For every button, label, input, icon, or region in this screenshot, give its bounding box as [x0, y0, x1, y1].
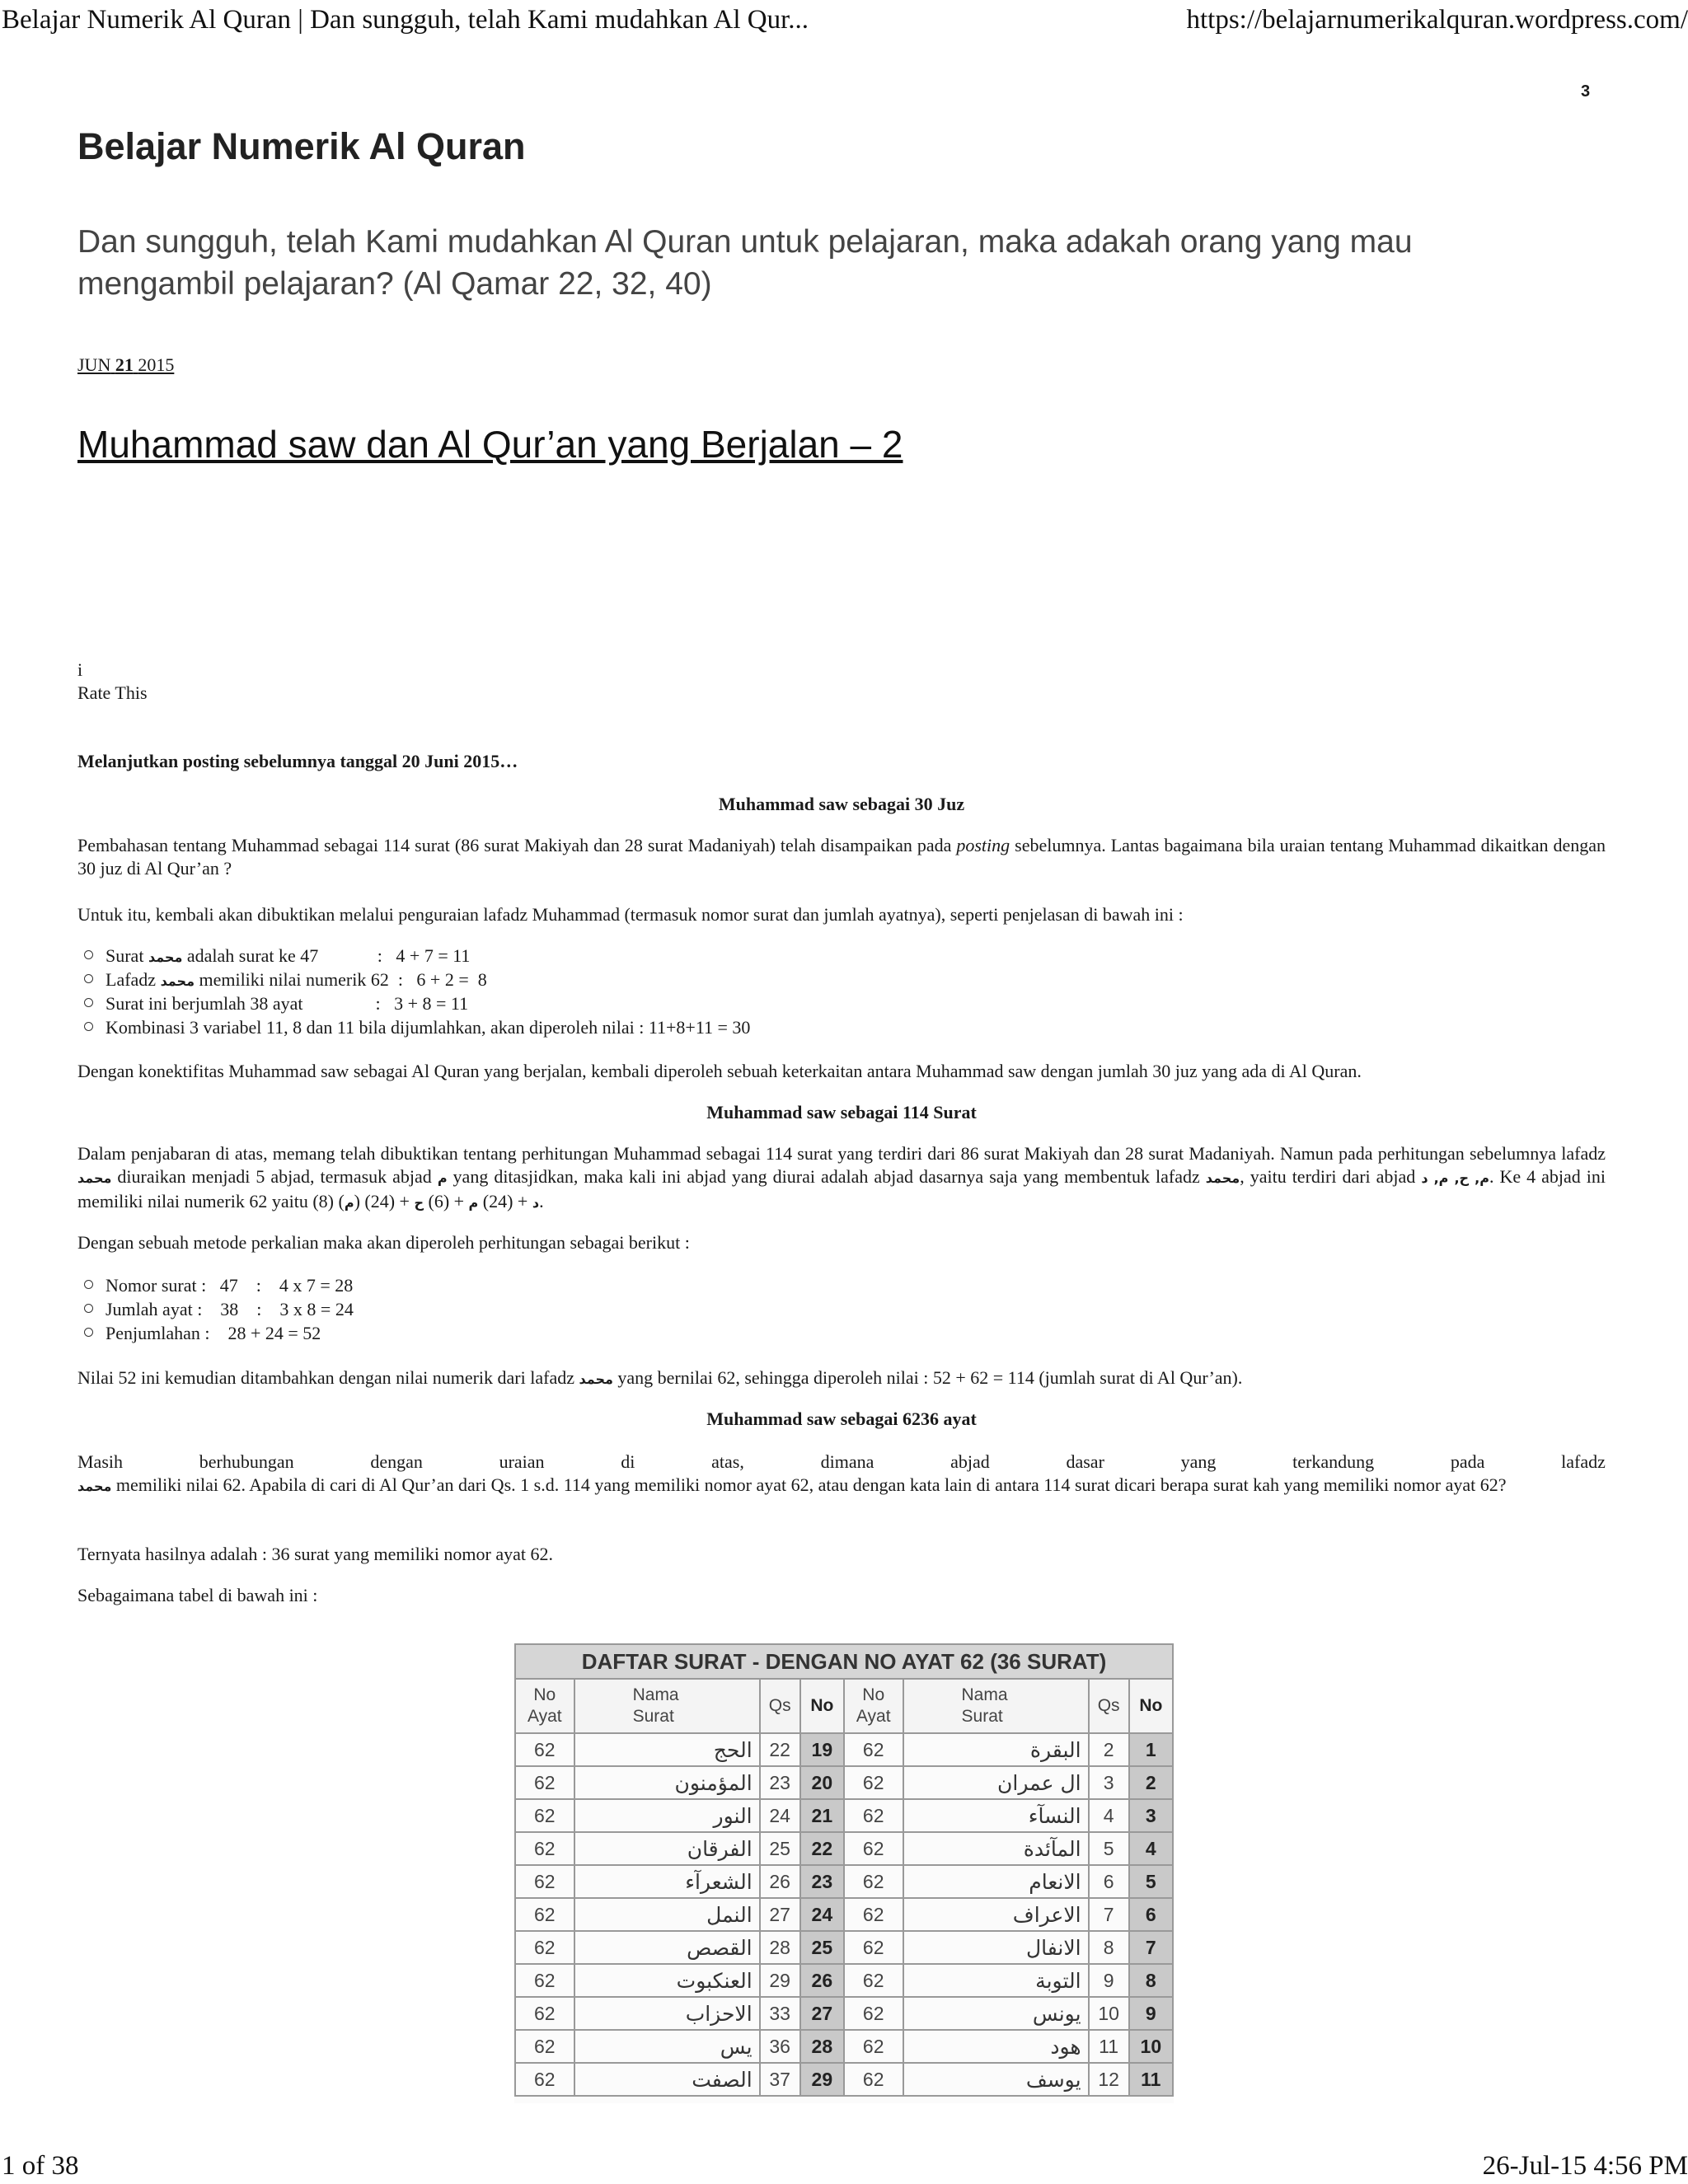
post-title[interactable]: Muhammad saw dan Al Qur’an yang Berjalan – 2 — [77, 423, 903, 466]
table-cell: 62 — [844, 1865, 903, 1898]
table-cell: 62 — [844, 1964, 903, 1997]
table-cell: 37 — [760, 2063, 800, 2096]
rating-icon[interactable]: i — [77, 659, 83, 680]
table-row — [515, 1964, 1173, 1997]
intro-text: Melanjutkan posting sebelumnya tanggal 20 Juni 2015… — [77, 751, 518, 771]
p1-text-a: Pembahasan tentang Muhammad sebagai 114 surat (86 surat Makiyah dan 28 surat Madaniyah) telah disampaikan pada — [77, 835, 957, 855]
table-cell: 10 — [1089, 1997, 1129, 2030]
col-header-no-ayat: No Ayat — [515, 1679, 574, 1733]
table-cell: النسآء — [903, 1799, 1089, 1832]
section-heading-114-surat: Muhammad saw sebagai 114 Surat — [706, 1102, 977, 1122]
post-date-month: JUN — [77, 354, 111, 375]
table-cell: 24 — [760, 1799, 800, 1832]
table-row — [515, 1898, 1173, 1931]
table-cell: 19 — [800, 1733, 844, 1766]
table-cell: 26 — [800, 1964, 844, 1997]
table-cell: 62 — [844, 1799, 903, 1832]
table-cell: 6 — [1089, 1865, 1129, 1898]
surat-table — [514, 1643, 1174, 2097]
site-title[interactable]: Belajar Numerik Al Quran — [77, 125, 526, 167]
table-cell: 33 — [760, 1997, 800, 2030]
arabic-muhammad: محمد — [77, 1170, 112, 1186]
post-date-day: 21 — [115, 354, 134, 375]
list-item: Nomor surat : 47 : 4 x 7 = 28 — [77, 1274, 1606, 1298]
table-cell: الاحزاب — [574, 1997, 760, 2030]
table-cell: المآئدة — [903, 1832, 1089, 1865]
table-cell: 5 — [1089, 1832, 1129, 1865]
paragraph-7-rest: محمد memiliki nilai 62. Apabila di cari di Al Qur’an dari Qs. 1 s.d. 114 yang memiliki nomor ayat 62, atau dengan kata lain di antara 114 surat dicari berapa surat kah yang memiliki nomor ayat 62? — [77, 1474, 1507, 1495]
table-cell: 12 — [1089, 2063, 1129, 2096]
table-row — [515, 2063, 1173, 2096]
table-cell: الاعراف — [903, 1898, 1089, 1931]
table-cell: 23 — [800, 1865, 844, 1898]
table-cell: 62 — [844, 1898, 903, 1931]
table-cell: النور — [574, 1799, 760, 1832]
table-cell: 62 — [515, 1931, 574, 1964]
col-header-no-ayat: No Ayat — [844, 1679, 903, 1733]
table-cell: 62 — [844, 2030, 903, 2063]
table-cell: 20 — [800, 1766, 844, 1799]
table-cell: يوسف — [903, 2063, 1089, 2096]
table-cell: 62 — [515, 2030, 574, 2063]
list-item: Lafadz محمد memiliki nilai numerik 62 : 6 + 2 = 8 — [77, 968, 1606, 992]
table-cell: 23 — [760, 1766, 800, 1799]
table-cell: 24 — [800, 1898, 844, 1931]
paragraph-6: Nilai 52 ini kemudian ditambahkan dengan nilai numerik dari lafadz محمد yang bernilai 62, sehingga diperoleh nilai : 52 + 62 = 114 (jumlah surat di Al Qur’an). — [77, 1367, 1243, 1388]
table-cell: الصفت — [574, 2063, 760, 2096]
table-cell: 28 — [760, 1931, 800, 1964]
table-cell: 62 — [844, 1832, 903, 1865]
table-cell: التوبة — [903, 1964, 1089, 1997]
arabic-muhammad: محمد — [160, 973, 195, 989]
table-cell: 29 — [760, 1964, 800, 1997]
table-cell: الانفال — [903, 1931, 1089, 1964]
table-cell: 27 — [800, 1997, 844, 2030]
table-cell: الشعرآء — [574, 1865, 760, 1898]
table-cell: 3 — [1129, 1799, 1173, 1832]
list-item: Kombinasi 3 variabel 11, 8 dan 11 bila dijumlahkan, akan diperoleh nilai : 11+8+11 = 30 — [77, 1016, 1606, 1040]
p1-emphasis: posting — [956, 835, 1010, 855]
table-row — [515, 1865, 1173, 1898]
arabic-muhammad: محمد — [148, 949, 183, 965]
table-cell: 5 — [1129, 1865, 1173, 1898]
col-header-nama-surat: Nama Surat — [903, 1679, 1089, 1733]
arabic-muhammad: محمد — [77, 1479, 112, 1494]
arabic-muhammad: محمد — [1205, 1170, 1240, 1186]
table-cell: 22 — [760, 1733, 800, 1766]
table-cell: 62 — [515, 1766, 574, 1799]
print-header-url[interactable]: https://belajarnumerikalquran.wordpress.com/ — [1186, 5, 1688, 35]
table-row — [515, 1931, 1173, 1964]
table-cell: 62 — [844, 1766, 903, 1799]
table-cell: 9 — [1089, 1964, 1129, 1997]
table-cell: الفرقان — [574, 1832, 760, 1865]
table-cell: يونس — [903, 1997, 1089, 2030]
table-cell: 22 — [800, 1832, 844, 1865]
table-cell: 25 — [800, 1931, 844, 1964]
table-header-row — [515, 1679, 1173, 1733]
table-row — [515, 1997, 1173, 2030]
table-cell: 11 — [1129, 2063, 1173, 2096]
surat-table-image — [514, 1643, 1174, 2103]
print-footer-page: 1 of 38 — [2, 2151, 79, 2181]
table-row — [515, 1799, 1173, 1832]
post-date[interactable] — [77, 354, 174, 376]
table-cell: 3 — [1089, 1766, 1129, 1799]
list-item: Surat ini berjumlah 38 ayat : 3 + 8 = 11 — [77, 992, 1606, 1016]
arabic-muhammad: محمد — [579, 1371, 613, 1387]
table-cell: 4 — [1089, 1799, 1129, 1832]
table-cell: 62 — [515, 1832, 574, 1865]
col-header-nama-surat: Nama Surat — [574, 1679, 760, 1733]
table-cell: 11 — [1089, 2030, 1129, 2063]
table-cell: 62 — [844, 1733, 903, 1766]
table-cell: 2 — [1129, 1766, 1173, 1799]
table-cell: 21 — [800, 1799, 844, 1832]
col-header-no: No — [800, 1679, 844, 1733]
table-cell: الحج — [574, 1733, 760, 1766]
table-row — [515, 1832, 1173, 1865]
table-cell: 62 — [844, 2063, 903, 2096]
list-114-surat — [77, 1274, 1606, 1346]
table-row — [515, 1766, 1173, 1799]
table-cell: 7 — [1089, 1898, 1129, 1931]
table-cell: 62 — [515, 1964, 574, 1997]
table-cell: 26 — [760, 1865, 800, 1898]
table-cell: 29 — [800, 2063, 844, 2096]
table-cell: الانعام — [903, 1865, 1089, 1898]
list-item: Surat محمد adalah surat ke 47 : 4 + 7 = 11 — [77, 944, 1606, 968]
table-cell: المؤمنون — [574, 1766, 760, 1799]
table-cell: هود — [903, 2030, 1089, 2063]
table-cell: 25 — [760, 1832, 800, 1865]
table-cell: 8 — [1129, 1964, 1173, 1997]
list-item: Jumlah ayat : 38 : 3 x 8 = 24 — [77, 1298, 1606, 1322]
paragraph-1 — [77, 834, 1606, 880]
table-cell: النمل — [574, 1898, 760, 1931]
print-footer-datetime: 26-Jul-15 4:56 PM — [1482, 2151, 1688, 2181]
print-header-title: Belajar Numerik Al Quran | Dan sungguh, telah Kami mudahkan Al Qur... — [2, 5, 809, 35]
table-cell: 27 — [760, 1898, 800, 1931]
table-cell: 7 — [1129, 1931, 1173, 1964]
paragraph-4: Dalam penjabaran di atas, memang telah dibuktikan tentang perhitungan Muhammad sebagai 114 surat yang terdiri dari 86 surat Makiyah dan 28 surat Madaniyah. Namun pada perhitungan sebelumnya lafadz محمد diuraikan menjadi 5 abjad, termasuk abjad م yang ditasjidkan, maka kali ini abjad yang diurai adalah abjad dasarnya saja yang membentuk lafadz محمد, yaitu terdiri dari abjad م, ح, م, د. Ke 4 abjad ini memiliki nilai numerik 62 yaitu (8) د + (24) م + (6) ح + (24) (م). — [77, 1143, 1606, 1212]
table-row — [515, 1733, 1173, 1766]
post-date-year: 2015 — [138, 354, 175, 375]
table-cell: 62 — [844, 1997, 903, 2030]
table-row — [515, 2030, 1173, 2063]
section-heading-6236-ayat: Muhammad saw sebagai 6236 ayat — [706, 1408, 977, 1429]
site-tagline: Dan sungguh, telah Kami mudahkan Al Quran untuk pelajaran, maka adakah orang yang mau mengambil pelajaran? (Al Qamar 22, 32, 40) — [77, 224, 1413, 302]
table-cell: 1 — [1129, 1733, 1173, 1766]
table-cell: 62 — [844, 1931, 903, 1964]
table-cell: 62 — [515, 1865, 574, 1898]
paragraph-2: Untuk itu, kembali akan dibuktikan melalui penguraian lafadz Muhammad (termasuk nomor surat dan jumlah ayatnya), seperti penjelasan di bawah ini : — [77, 904, 1184, 925]
table-cell: 6 — [1129, 1898, 1173, 1931]
paragraph-3: Dengan konektifitas Muhammad saw sebagai Al Quran yang berjalan, kembali diperoleh sebuah keterkaitan antara Muhammad saw dengan jumlah 30 juz yang ada di Al Quran. — [77, 1061, 1362, 1081]
paragraph-5: Dengan sebuah metode perkalian maka akan diperoleh perhitungan sebagai berikut : — [77, 1232, 690, 1253]
table-cell: البقرة — [903, 1733, 1089, 1766]
table-cell: القصص — [574, 1931, 760, 1964]
p1-text-b: sebelumnya. Lantas bagaimana bila uraian tentang Muhammad dikaitkan dengan 30 juz di Al Qur’an ? — [77, 835, 1606, 879]
table-cell: العنكبوت — [574, 1964, 760, 1997]
table-cell: 62 — [515, 1799, 574, 1832]
table-cell: ال عمران — [903, 1766, 1089, 1799]
col-header-qs: Qs — [760, 1679, 800, 1733]
table-cell: 62 — [515, 2063, 574, 2096]
paragraph-8: Ternyata hasilnya adalah : 36 surat yang memiliki nomor ayat 62. — [77, 1544, 554, 1564]
paragraph-9: Sebagaimana tabel di bawah ini : — [77, 1585, 318, 1605]
rate-this-link[interactable]: Rate This — [77, 682, 148, 703]
table-cell: 8 — [1089, 1931, 1129, 1964]
table-cell: 62 — [515, 1997, 574, 2030]
table-cell: 62 — [515, 1898, 574, 1931]
col-header-qs: Qs — [1089, 1679, 1129, 1733]
table-cell: 62 — [515, 1733, 574, 1766]
table-cell: 36 — [760, 2030, 800, 2063]
paragraph-7-line-1: Masih berhubungan dengan uraian di atas, dimana abjad dasar yang terkandung pada lafadz — [77, 1451, 1606, 1472]
list-30-juz — [77, 944, 1606, 1040]
table-cell: 10 — [1129, 2030, 1173, 2063]
table-cell: 28 — [800, 2030, 844, 2063]
section-heading-30-juz: Muhammad saw sebagai 30 Juz — [718, 794, 965, 814]
corner-mark: 3 — [1581, 82, 1591, 101]
table-cell: يس — [574, 2030, 760, 2063]
table-cell: 2 — [1089, 1733, 1129, 1766]
table-cell: 9 — [1129, 1997, 1173, 2030]
table-cell: 4 — [1129, 1832, 1173, 1865]
list-item: Penjumlahan : 28 + 24 = 52 — [77, 1322, 1606, 1346]
col-header-no: No — [1129, 1679, 1173, 1733]
table-caption: DAFTAR SURAT - DENGAN NO AYAT 62 (36 SURAT) — [515, 1644, 1173, 1679]
